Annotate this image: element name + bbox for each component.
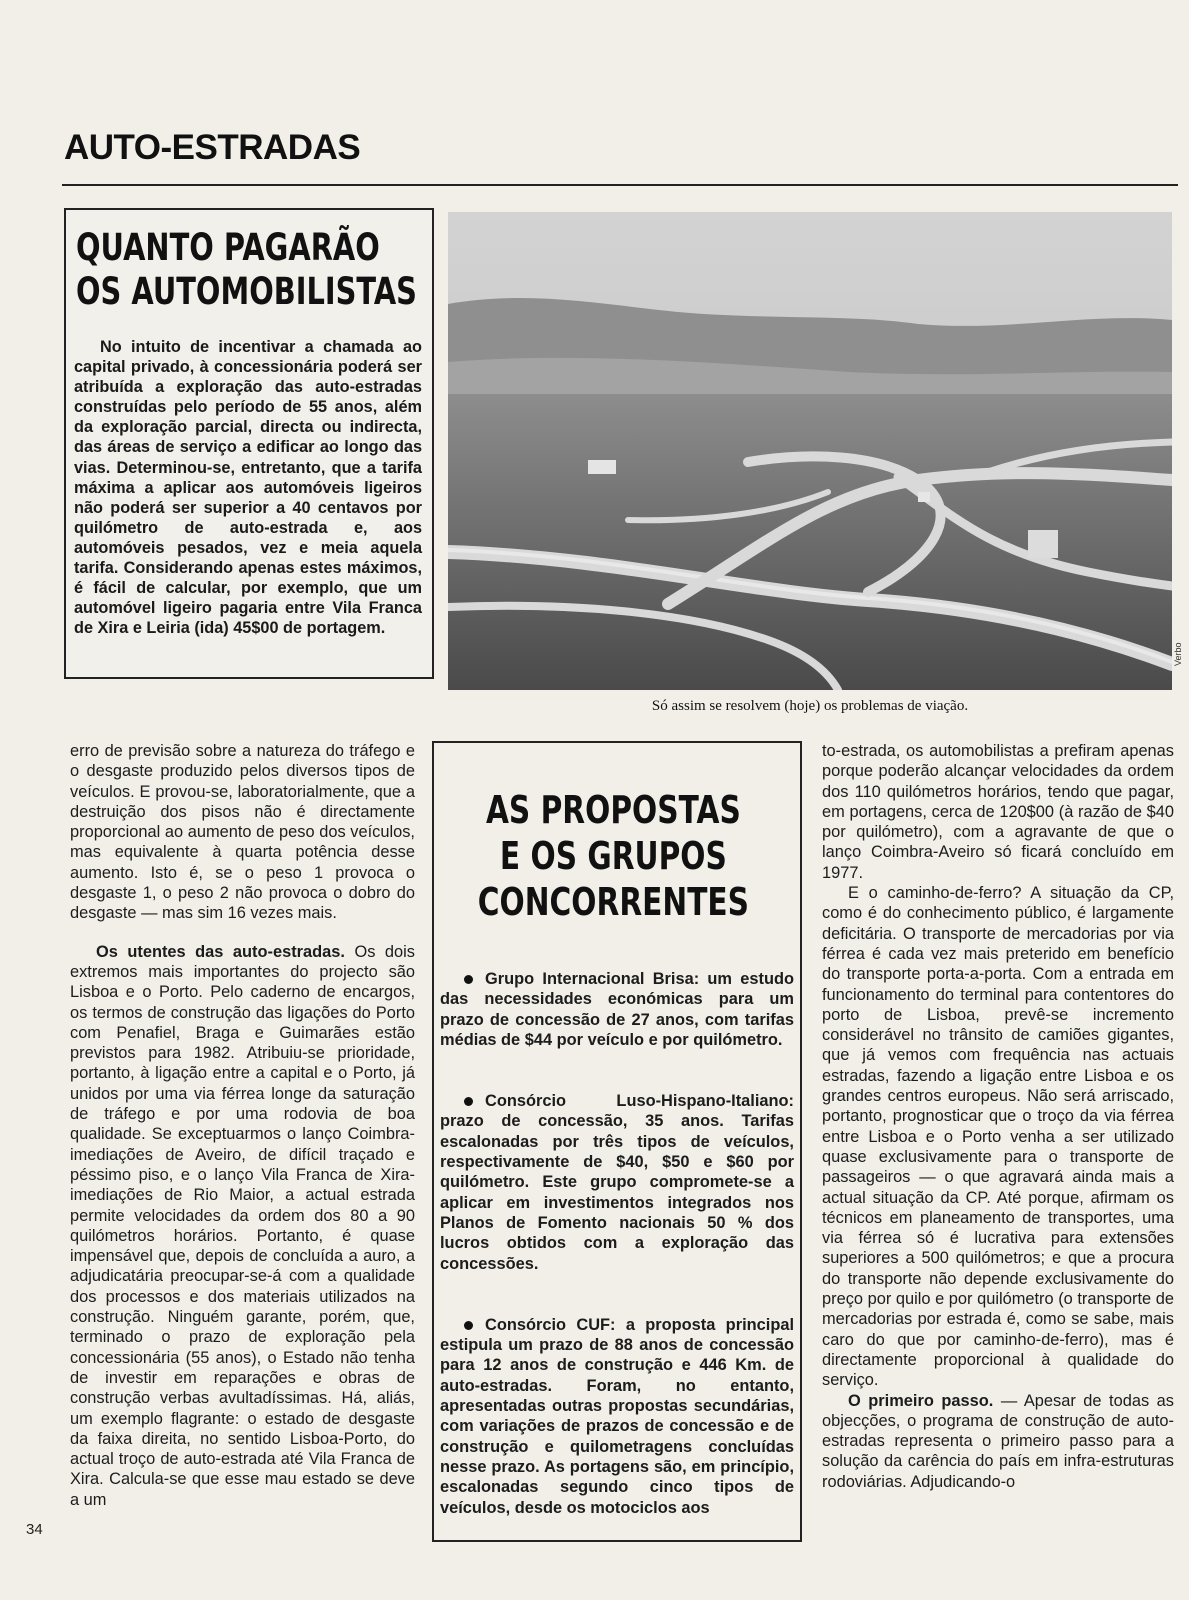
right-paragraph-2: E o caminho-de-ferro? A situação da CP, como é do conhecimento público, é largamente deficitária. O transporte de mercadorias por via férrea é cada vez mais preterido em benefício do transporte porta-a-porta. Com a entrada em funcionamento do terminal para contentores do porto de Lisboa, prevê-se incremento considerável no trânsito de camiões gigantes, que já vemos com frequência nas actuais estradas, fazendo a ligação entre Lisboa e os grandes centros europeus. Não será arriscado, portanto, prognosticar que o troço da via férrea entre Lisboa e o Porto venha a ser utilizado quase exclusivamente para o transporte de passageiros — o que agravará ainda mais a actual situação da CP. Até porque, afirmam os técnicos em planeamento de transportes, uma via férrea só é lucrativa para extensões superiores a 500 quilómetros; e que a procura do transporte não depende exclusivamente do preço por quilo e por quilómetro (o transporte de mercadorias por estrada é, como se sabe, mais caro do que por caminho-de-ferro), mas é directamente proporcional à qualidade do serviço. bbox=[822, 884, 1174, 1390]
proposals-list bbox=[440, 969, 794, 1559]
highway-interchange-image bbox=[448, 212, 1172, 690]
bullet-icon bbox=[464, 1097, 473, 1106]
section-title: AUTO-ESTRADAS bbox=[64, 128, 361, 167]
proposals-box bbox=[432, 741, 802, 1542]
right-column bbox=[822, 741, 1174, 1492]
sidebar-box bbox=[64, 208, 434, 679]
left-paragraph-2-lead: Os utentes das auto-estradas. bbox=[96, 942, 345, 961]
left-paragraph-2 bbox=[70, 942, 415, 1510]
left-column bbox=[70, 741, 415, 1510]
photo-caption: Só assim se resolvem (hoje) os problemas de viação. bbox=[651, 698, 969, 714]
right-paragraph-3-text: — Apesar de todas as objecções, o programa de construção de auto-estradas representa o primeiro passo para a solução da carência do país em infra-estruturas rodoviárias. Adjudicando-o bbox=[822, 1391, 1174, 1491]
bullet-icon bbox=[464, 1321, 473, 1330]
sidebox-body: No intuito de incentivar a chamada ao capital privado, à concessionária poderá ser atribuída a exploração das auto-estradas construídas pelo período de 55 anos, além da exploração parcial, directa ou indirecta, das áreas de serviço a edificar ao longo das vias. Determinou-se, entretanto, que a tarifa máxima a aplicar aos automóveis ligeiros não poderá ser superior a 40 centavos por quilómetro de auto-estrada e, aos automóveis pesados, vez e meia aquela tarifa. Considerando apenas estes máximos, é fácil de calcular, por exemplo, que um automóvel ligeiro pagaria entre Vila Franca de Xira e Leiria (ida) 45$00 de portagem. bbox=[74, 338, 422, 638]
right-paragraph-3 bbox=[822, 1391, 1174, 1492]
highway-photo bbox=[448, 212, 1172, 690]
photo-credit: Verbo bbox=[1173, 642, 1183, 666]
right-paragraph-1: to-estrada, os automobilistas a prefiram apenas porque poderão alcançar velocidades da ordem dos 110 quilómetros horários, tendo que pagar, em portagens, cerca de 120$00 (à razão de $40 por quilómetro), com a agravante de que o lanço Coimbra-Aveiro só ficará concluído em 1977. bbox=[822, 742, 1174, 882]
left-paragraph-2-text: Os dois extremos mais importantes do projecto são Lisboa e o Porto. Pelo caderno de encargos, os termos de construção das ligações do Porto com Penafiel, Braga e Guimarães estão previstos para 1982. Atribuiu-se prioridade, portanto, à ligação entre a capital e o Porto, já unidos por uma via férrea longe da saturação de tráfego e por uma rodovia de boa qualidade. Se exceptuarmos o lanço Coimbra-imediações de Aveiro, de difícil traçado e péssimo piso, e o lanço Vila Franca de Xira-imediações de Rio Maior, a actual estrada permite velocidades da ordem dos 80 a 90 quilómetros horários. Portanto, é quase impensável que, depois de concluída a auro, a adjudicatária preocupar-se-á com a qualidade dos processos e dos materiais utilizados na construção. Ninguém garante, porém, que, terminado o prazo de exploração pela concessionária (55 anos), o Estado não tenha de investir em reparações e obras de construção verbas avultadíssimas. Há, aliás, um exemplo flagrante: o estado de desgaste da faixa direita, no sentido Lisboa-Porto, do actual troço de auto-estrada até Vila Franca de Xira. Calcula-se que esse mau estado se deve a um bbox=[70, 942, 415, 1509]
right-paragraph-3-lead: O primeiro passo. bbox=[848, 1391, 994, 1410]
page-number: 34 bbox=[26, 1521, 43, 1538]
sidebox-headline: QUANTO PAGARÃO OS AUTOMOBILISTAS bbox=[76, 226, 417, 313]
proposal-item: Consórcio Luso-Hispano-Italiano: prazo de concessão, 35 anos. Tarifas escalonadas por três tipos de veículos, respectivamente de $40, $50 e $60 por quilómetro. Este grupo compromete-se a aplicar em investimentos integrados nos Planos de Fomento nacionais 50 % dos lucros obtidos com a exploração das concessões. bbox=[440, 1092, 794, 1273]
proposals-headline: AS PROPOSTAS E OS GRUPOS CONCORRENTES bbox=[477, 788, 750, 924]
bullet-icon bbox=[464, 975, 473, 984]
left-paragraph-1: erro de previsão sobre a natureza do tráfego e o desgaste produzido pelos diversos tipos de veículos. E provou-se, laboratorialmente, que a destruição dos pisos não é directamente proporcional ao aumento de peso dos veículos, mas equivalente à quarta potência desse aumento. Isto é, se o peso 1 provoca o desgaste 1, o peso 2 não provoca o dobro do desgaste — mas sim 16 vezes mais. bbox=[70, 742, 415, 923]
header-rule bbox=[62, 184, 1178, 186]
proposal-item: Grupo Internacional Brisa: um estudo das necessidades económicas para um prazo de concessão de 27 anos, com tarifas médias de $44 por veículo e por quilómetro. bbox=[440, 970, 794, 1049]
proposal-item: Consórcio CUF: a proposta principal estipula um prazo de 88 anos de concessão para 12 anos de construção e 446 Km. de auto-estradas. Foram, no entanto, apresentadas outras propostas secundárias, com variações de prazos de concessão e de construção e quilometragens concluídas nesse prazo. As portagens são, em princípio, escalonadas segundo cinco tipos de veículos, desde os motociclos aos bbox=[440, 1315, 794, 1517]
